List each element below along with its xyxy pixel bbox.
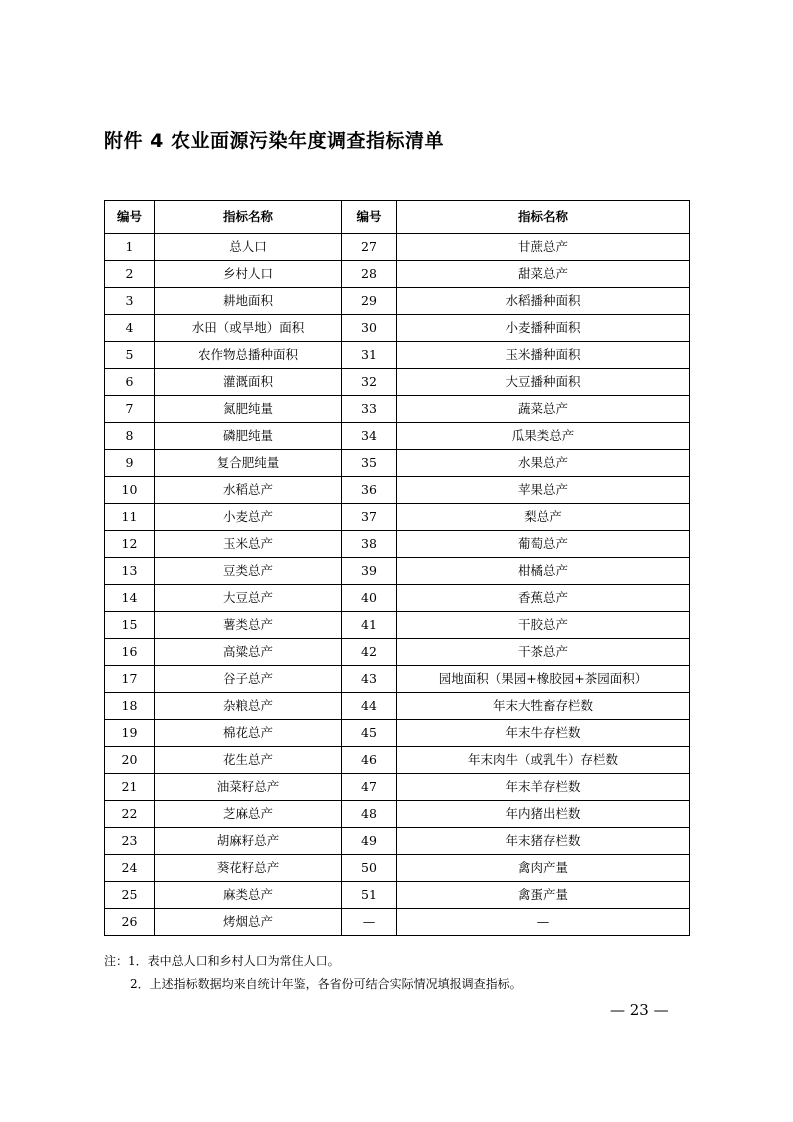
cell-name-right: 园地面积（果园+橡胶园+茶园面积）	[397, 666, 690, 693]
table-row	[105, 747, 690, 774]
cell-number-left: 15	[105, 612, 155, 639]
table-row	[105, 504, 690, 531]
cell-number-left: 4	[105, 315, 155, 342]
cell-number-right: 42	[342, 639, 397, 666]
cell-number-left: 11	[105, 504, 155, 531]
table-row	[105, 423, 690, 450]
cell-number-left: 13	[105, 558, 155, 585]
cell-number-left: 9	[105, 450, 155, 477]
cell-number-left: 7	[105, 396, 155, 423]
cell-number-left: 3	[105, 288, 155, 315]
table-row	[105, 369, 690, 396]
cell-number-right: 30	[342, 315, 397, 342]
cell-name-left: 谷子总产	[155, 666, 342, 693]
cell-name-left: 总人口	[155, 234, 342, 261]
cell-number-left: 26	[105, 909, 155, 936]
cell-name-left: 葵花籽总产	[155, 855, 342, 882]
cell-number-right: 33	[342, 396, 397, 423]
cell-number-left: 10	[105, 477, 155, 504]
cell-name-right: 年末牛存栏数	[397, 720, 690, 747]
table-row	[105, 450, 690, 477]
cell-name-right: 年内猪出栏数	[397, 801, 690, 828]
header-name-right: 指标名称	[397, 201, 690, 234]
table-row	[105, 909, 690, 936]
cell-number-left: 21	[105, 774, 155, 801]
header-number-right: 编号	[342, 201, 397, 234]
cell-number-left: 19	[105, 720, 155, 747]
cell-name-right: 水果总产	[397, 450, 690, 477]
cell-number-right: 35	[342, 450, 397, 477]
page-number: — 23 —	[610, 1001, 669, 1019]
table-row	[105, 720, 690, 747]
table-header-row	[105, 201, 690, 234]
cell-number-left: 16	[105, 639, 155, 666]
cell-name-left: 芝麻总产	[155, 801, 342, 828]
notes	[104, 950, 522, 996]
cell-number-right: 47	[342, 774, 397, 801]
table-row	[105, 288, 690, 315]
cell-name-right: 禽肉产量	[397, 855, 690, 882]
cell-number-left: 14	[105, 585, 155, 612]
table-row	[105, 315, 690, 342]
cell-name-right: 玉米播种面积	[397, 342, 690, 369]
table-row	[105, 261, 690, 288]
cell-name-left: 棉花总产	[155, 720, 342, 747]
table-row	[105, 477, 690, 504]
cell-number-right: —	[342, 909, 397, 936]
cell-name-right: 禽蛋产量	[397, 882, 690, 909]
cell-number-left: 18	[105, 693, 155, 720]
table-row	[105, 396, 690, 423]
cell-number-right: 37	[342, 504, 397, 531]
cell-name-right: 梨总产	[397, 504, 690, 531]
cell-number-right: 48	[342, 801, 397, 828]
cell-name-right: 干茶总产	[397, 639, 690, 666]
cell-name-left: 玉米总产	[155, 531, 342, 558]
cell-name-right: 小麦播种面积	[397, 315, 690, 342]
cell-name-left: 乡村人口	[155, 261, 342, 288]
cell-number-right: 46	[342, 747, 397, 774]
cell-number-right: 31	[342, 342, 397, 369]
cell-name-left: 大豆总产	[155, 585, 342, 612]
cell-name-left: 高粱总产	[155, 639, 342, 666]
cell-number-left: 1	[105, 234, 155, 261]
cell-number-right: 39	[342, 558, 397, 585]
table-row	[105, 828, 690, 855]
cell-name-left: 胡麻籽总产	[155, 828, 342, 855]
cell-name-left: 灌溉面积	[155, 369, 342, 396]
cell-name-right: 水稻播种面积	[397, 288, 690, 315]
cell-number-left: 12	[105, 531, 155, 558]
cell-name-right: 苹果总产	[397, 477, 690, 504]
cell-name-left: 烤烟总产	[155, 909, 342, 936]
cell-name-right: 大豆播种面积	[397, 369, 690, 396]
cell-name-right: 干胶总产	[397, 612, 690, 639]
cell-name-right: 年末大牲畜存栏数	[397, 693, 690, 720]
header-name-left: 指标名称	[155, 201, 342, 234]
cell-number-right: 43	[342, 666, 397, 693]
cell-name-right: 葡萄总产	[397, 531, 690, 558]
cell-name-left: 花生总产	[155, 747, 342, 774]
cell-name-left: 小麦总产	[155, 504, 342, 531]
cell-name-right: 年末羊存栏数	[397, 774, 690, 801]
cell-name-right: 年末肉牛（或乳牛）存栏数	[397, 747, 690, 774]
note-2: 2．上述指标数据均来自统计年鉴，各省份可结合实际情况填报调查指标。	[130, 977, 522, 991]
cell-name-right: 瓜果类总产	[397, 423, 690, 450]
cell-number-right: 49	[342, 828, 397, 855]
table-row	[105, 693, 690, 720]
table-row	[105, 342, 690, 369]
table-row	[105, 612, 690, 639]
cell-name-right: 甘蔗总产	[397, 234, 690, 261]
table-row	[105, 666, 690, 693]
cell-number-right: 27	[342, 234, 397, 261]
note-1: 注：1．表中总人口和乡村人口为常住人口。	[104, 954, 340, 968]
cell-number-right: 38	[342, 531, 397, 558]
cell-name-left: 氮肥纯量	[155, 396, 342, 423]
cell-number-right: 28	[342, 261, 397, 288]
cell-number-left: 22	[105, 801, 155, 828]
indicator-table	[104, 200, 690, 936]
table-row	[105, 639, 690, 666]
cell-number-left: 25	[105, 882, 155, 909]
cell-name-right: 柑橘总产	[397, 558, 690, 585]
cell-number-left: 2	[105, 261, 155, 288]
cell-name-right: 甜菜总产	[397, 261, 690, 288]
cell-number-right: 32	[342, 369, 397, 396]
table-row	[105, 855, 690, 882]
cell-number-right: 34	[342, 423, 397, 450]
cell-number-right: 50	[342, 855, 397, 882]
cell-number-left: 24	[105, 855, 155, 882]
table-row	[105, 558, 690, 585]
cell-name-left: 麻类总产	[155, 882, 342, 909]
cell-number-right: 40	[342, 585, 397, 612]
table-row	[105, 801, 690, 828]
cell-name-right: 香蕉总产	[397, 585, 690, 612]
page-title: 附件 4 农业面源污染年度调查指标清单	[104, 130, 444, 152]
cell-name-left: 复合肥纯量	[155, 450, 342, 477]
cell-name-left: 水田（或旱地）面积	[155, 315, 342, 342]
cell-number-left: 17	[105, 666, 155, 693]
cell-name-left: 耕地面积	[155, 288, 342, 315]
cell-number-right: 41	[342, 612, 397, 639]
cell-number-right: 45	[342, 720, 397, 747]
cell-name-left: 豆类总产	[155, 558, 342, 585]
table-row	[105, 774, 690, 801]
cell-number-right: 44	[342, 693, 397, 720]
cell-name-left: 薯类总产	[155, 612, 342, 639]
cell-name-left: 磷肥纯量	[155, 423, 342, 450]
cell-number-right: 36	[342, 477, 397, 504]
cell-number-left: 6	[105, 369, 155, 396]
cell-number-left: 8	[105, 423, 155, 450]
cell-number-left: 20	[105, 747, 155, 774]
table-body	[105, 234, 690, 936]
cell-name-left: 杂粮总产	[155, 693, 342, 720]
cell-name-left: 水稻总产	[155, 477, 342, 504]
cell-name-right: 蔬菜总产	[397, 396, 690, 423]
table-row	[105, 585, 690, 612]
cell-number-left: 23	[105, 828, 155, 855]
cell-number-right: 51	[342, 882, 397, 909]
table-row	[105, 531, 690, 558]
header-number-left: 编号	[105, 201, 155, 234]
cell-name-right: —	[397, 909, 690, 936]
cell-name-right: 年末猪存栏数	[397, 828, 690, 855]
cell-number-left: 5	[105, 342, 155, 369]
cell-name-left: 农作物总播种面积	[155, 342, 342, 369]
cell-number-right: 29	[342, 288, 397, 315]
cell-name-left: 油菜籽总产	[155, 774, 342, 801]
table-row	[105, 234, 690, 261]
table-row	[105, 882, 690, 909]
